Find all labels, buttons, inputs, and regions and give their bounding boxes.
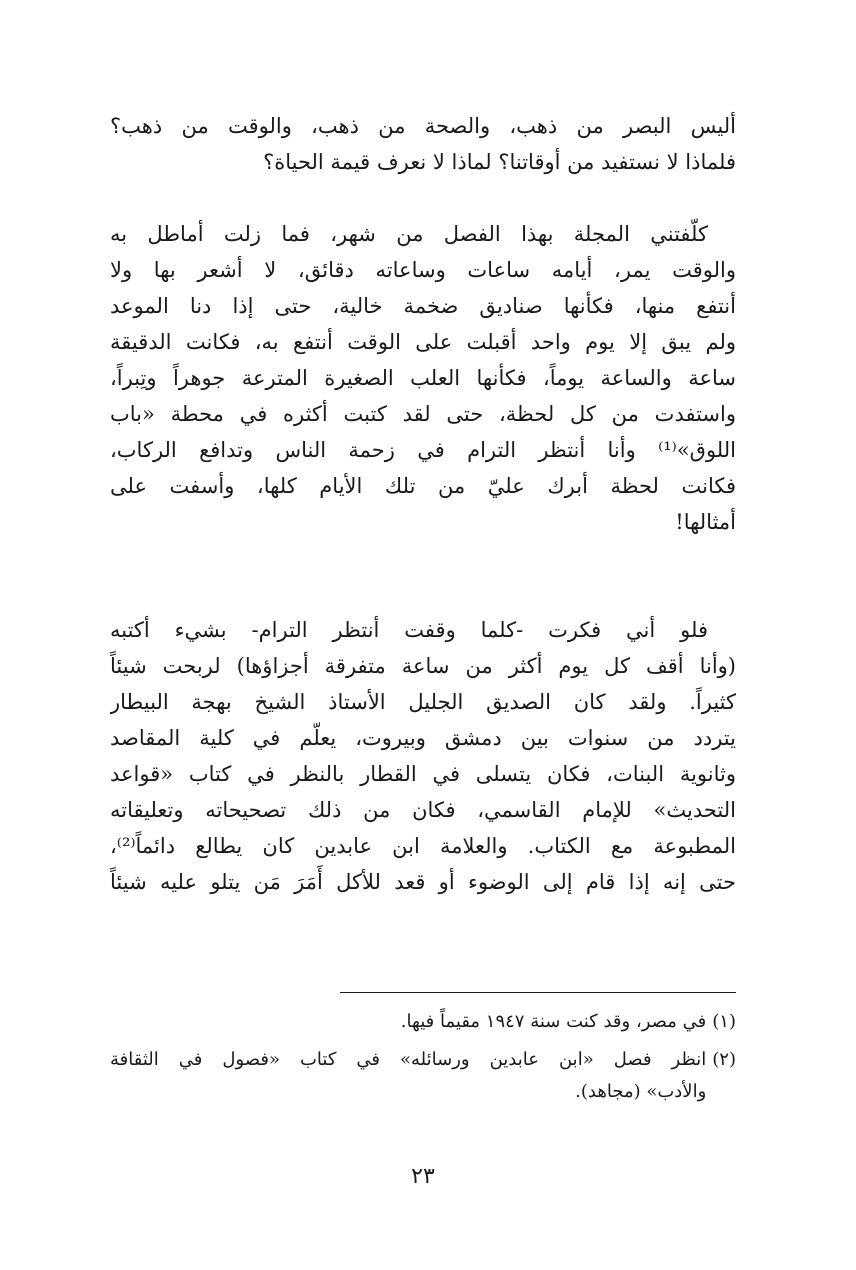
text-line: حتى إنه إذا قام إلى الوضوء أو قعد للأكل أَمَرَ مَن يتلو عليه شيئاً <box>110 870 736 894</box>
text-line: كلّفتني المجلة بهذا الفصل من شهر، فما زلت أماطل به <box>110 222 708 246</box>
text-line: اللوق»⁽¹⁾ وأنا أنتظر الترام في زحمة الناس وتدافع الركاب، <box>110 438 736 462</box>
footnotes <box>110 1006 736 1114</box>
footnote-divider <box>340 992 736 993</box>
footnote-2 <box>110 1044 736 1108</box>
text-line: والوقت يمر، أيامه ساعات وساعاته دقائق، لا أشعر بها ولا <box>110 258 736 282</box>
page-number: ٢٣ <box>411 1164 435 1189</box>
footnote-line: والأدب» (مجاهد). <box>575 1081 707 1102</box>
text-line: أليس البصر من ذهب، والصحة من ذهب، والوقت من ذهب؟ <box>110 114 736 138</box>
paragraph-2 <box>110 216 736 540</box>
text-line: فلو أني فكرت -كلما وقفت أنتظر الترام- بشيء أكتبه <box>110 618 708 642</box>
footnote-line: انظر فصل «ابن عابدين ورسائله» في كتاب «فصول في الثقافة <box>110 1049 707 1070</box>
text-line: فكانت لحظة أبرك عليّ من تلك الأيام كلها، وأسفت على <box>110 474 736 498</box>
text-line: وثانوية البنات، فكان يتسلى في القطار بالنظر في كتاب «قواعد <box>110 762 736 786</box>
text-line: ساعة والساعة يوماً، فكأنها العلب الصغيرة المترعة جوهراً وتِبراً، <box>110 366 736 390</box>
footnote-line: في مصر، وقد كنت سنة ١٩٤٧ مقيماً فيها. <box>400 1011 707 1032</box>
text-line: التحديث» للإمام القاسمي، فكان من ذلك تصحيحاته وتعليقاته <box>110 798 736 822</box>
text-line: واستفدت من كل لحظة، حتى لقد كتبت أكثره في محطة «باب <box>110 402 736 426</box>
footnote-marker: (٢) <box>712 1049 736 1070</box>
text-line: فلماذا لا نستفيد من أوقاتنا؟ لماذا لا نعرف قيمة الحياة؟ <box>263 150 736 174</box>
book-page <box>110 0 736 1270</box>
footnote-text <box>110 1044 706 1108</box>
text-line: أنتفع منها، فكأنها صناديق ضخمة خالية، حتى إذا دنا الموعد <box>110 294 736 318</box>
footnote-text <box>110 1006 706 1038</box>
text-line: المطبوعة مع الكتاب. والعلامة ابن عابدين كان يطالع دائماً⁽²⁾، <box>110 834 736 858</box>
paragraph-3 <box>110 612 736 900</box>
footnote-marker: (١) <box>712 1011 736 1032</box>
paragraph-1 <box>110 108 736 180</box>
footnote-1 <box>110 1006 736 1038</box>
text-line: كثيراً. ولقد كان الصديق الجليل الأستاذ الشيخ بهجة البيطار <box>110 690 736 714</box>
text-line: ولم يبق إلا يوم واحد أقبلت على الوقت أنتفع به، فكانت الدقيقة <box>110 330 736 354</box>
text-line: أمثالها! <box>675 510 736 534</box>
text-line: يتردد من سنوات بين دمشق وبيروت، يعلّم في كلية المقاصد <box>110 726 736 750</box>
text-line: (وأنا أقف كل يوم أكثر من ساعة متفرقة أجزاؤها) لربحت شيئاً <box>110 654 736 678</box>
